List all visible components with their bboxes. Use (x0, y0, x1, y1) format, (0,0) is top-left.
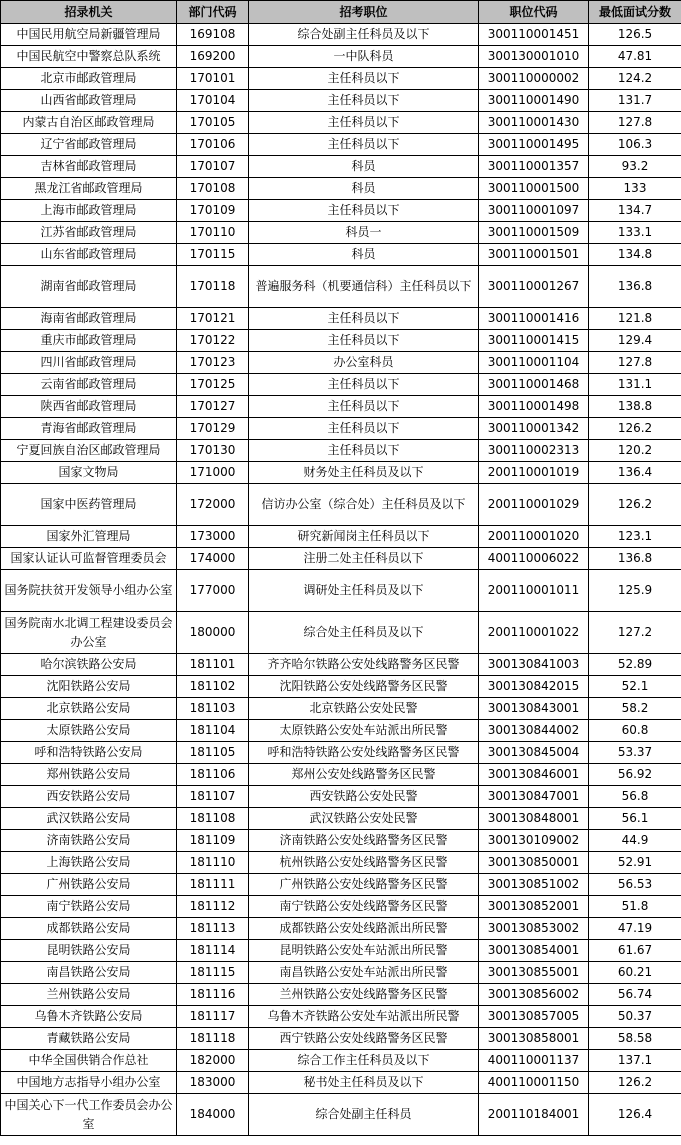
cell-dept-code: 180000 (177, 612, 249, 654)
cell-agency: 兰州铁路公安局 (1, 984, 177, 1006)
cell-min-score: 56.8 (589, 786, 681, 808)
cell-dept-code: 181112 (177, 896, 249, 918)
table-row (1, 1094, 681, 1136)
table-row (1, 830, 681, 852)
cell-position-code: 300130844002 (479, 720, 589, 742)
cell-agency: 辽宁省邮政管理局 (1, 134, 177, 156)
cell-position: 综合处副主任科员及以下 (249, 24, 479, 46)
cell-agency: 国务院扶贫开发领导小组办公室 (1, 570, 177, 612)
cell-dept-code: 183000 (177, 1072, 249, 1094)
cell-agency: 海南省邮政管理局 (1, 308, 177, 330)
cell-dept-code: 181110 (177, 852, 249, 874)
cell-agency: 四川省邮政管理局 (1, 352, 177, 374)
cell-position-code: 300130851002 (479, 874, 589, 896)
cell-position: 主任科员以下 (249, 90, 479, 112)
table-row (1, 352, 681, 374)
cell-position: 西安铁路公安处民警 (249, 786, 479, 808)
cell-position-code: 300110001342 (479, 418, 589, 440)
cell-position: 主任科员以下 (249, 330, 479, 352)
cell-position: 注册二处主任科员以下 (249, 548, 479, 570)
cell-position: 广州铁路公安处线路警务区民警 (249, 874, 479, 896)
cell-agency: 重庆市邮政管理局 (1, 330, 177, 352)
cell-min-score: 123.1 (589, 526, 681, 548)
cell-position: 武汉铁路公安处民警 (249, 808, 479, 830)
cell-min-score: 52.89 (589, 654, 681, 676)
cell-position-code: 300110001104 (479, 352, 589, 374)
cell-min-score: 125.9 (589, 570, 681, 612)
table-row (1, 526, 681, 548)
cell-position: 杭州铁路公安处线路警务区民警 (249, 852, 479, 874)
cell-agency: 黑龙江省邮政管理局 (1, 178, 177, 200)
cell-min-score: 136.4 (589, 462, 681, 484)
cell-dept-code: 170115 (177, 244, 249, 266)
table-row (1, 676, 681, 698)
cell-position-code: 300110001267 (479, 266, 589, 308)
cell-dept-code: 181103 (177, 698, 249, 720)
cell-dept-code: 170122 (177, 330, 249, 352)
cell-agency: 呼和浩特铁路公安局 (1, 742, 177, 764)
cell-dept-code: 181113 (177, 918, 249, 940)
table-row (1, 90, 681, 112)
cell-position-code: 400110001137 (479, 1050, 589, 1072)
cell-dept-code: 181111 (177, 874, 249, 896)
cell-min-score: 44.9 (589, 830, 681, 852)
cell-position-code: 200110001022 (479, 612, 589, 654)
cell-agency: 哈尔滨铁路公安局 (1, 654, 177, 676)
cell-dept-code: 181106 (177, 764, 249, 786)
cell-agency: 江苏省邮政管理局 (1, 222, 177, 244)
cell-position: 科员 (249, 178, 479, 200)
cell-position-code: 300110001430 (479, 112, 589, 134)
table-row (1, 484, 681, 526)
cell-agency: 中国民航空中警察总队系统 (1, 46, 177, 68)
cell-agency: 济南铁路公安局 (1, 830, 177, 852)
cell-dept-code: 177000 (177, 570, 249, 612)
cell-min-score: 53.37 (589, 742, 681, 764)
cell-min-score: 56.92 (589, 764, 681, 786)
table-row (1, 1050, 681, 1072)
cell-position-code: 200110001011 (479, 570, 589, 612)
table-row (1, 698, 681, 720)
cell-agency: 中国关心下一代工作委员会办公室 (1, 1094, 177, 1136)
cell-position: 郑州公安处线路警务区民警 (249, 764, 479, 786)
cell-dept-code: 181101 (177, 654, 249, 676)
cell-min-score: 133.1 (589, 222, 681, 244)
cell-position: 成都铁路公安处线路派出所民警 (249, 918, 479, 940)
table-row (1, 112, 681, 134)
table-row (1, 984, 681, 1006)
table-row (1, 654, 681, 676)
cell-position-code: 300130858001 (479, 1028, 589, 1050)
table-row (1, 764, 681, 786)
cell-position-code: 300130001010 (479, 46, 589, 68)
cell-min-score: 47.81 (589, 46, 681, 68)
cell-min-score: 126.2 (589, 484, 681, 526)
cell-dept-code: 181105 (177, 742, 249, 764)
table-row (1, 24, 681, 46)
cell-min-score: 127.8 (589, 112, 681, 134)
cell-agency: 北京市邮政管理局 (1, 68, 177, 90)
cell-position-code: 300130850001 (479, 852, 589, 874)
cell-agency: 沈阳铁路公安局 (1, 676, 177, 698)
cell-min-score: 129.4 (589, 330, 681, 352)
cell-min-score: 121.8 (589, 308, 681, 330)
cell-min-score: 127.8 (589, 352, 681, 374)
cell-agency: 国家外汇管理局 (1, 526, 177, 548)
cell-position: 调研处主任科员及以下 (249, 570, 479, 612)
cell-position: 主任科员以下 (249, 440, 479, 462)
cell-agency: 郑州铁路公安局 (1, 764, 177, 786)
table-header-row (1, 1, 681, 24)
cell-position: 主任科员以下 (249, 134, 479, 156)
cell-position-code: 300110001097 (479, 200, 589, 222)
cell-dept-code: 173000 (177, 526, 249, 548)
cell-dept-code: 170123 (177, 352, 249, 374)
cell-position: 南昌铁路公安处车站派出所民警 (249, 962, 479, 984)
cell-agency: 上海铁路公安局 (1, 852, 177, 874)
cell-min-score: 138.8 (589, 396, 681, 418)
cell-position-code: 300130848001 (479, 808, 589, 830)
table-row (1, 874, 681, 896)
cell-min-score: 134.8 (589, 244, 681, 266)
cell-dept-code: 171000 (177, 462, 249, 484)
cell-position: 南宁铁路公安处线路警务区民警 (249, 896, 479, 918)
cell-position-code: 300130856002 (479, 984, 589, 1006)
cell-agency: 国家中医药管理局 (1, 484, 177, 526)
cell-position: 主任科员以下 (249, 112, 479, 134)
table-row (1, 156, 681, 178)
table-row (1, 1072, 681, 1094)
cell-position-code: 300110001468 (479, 374, 589, 396)
cell-position-code: 300130857005 (479, 1006, 589, 1028)
cell-dept-code: 172000 (177, 484, 249, 526)
cell-dept-code: 174000 (177, 548, 249, 570)
cell-agency: 吉林省邮政管理局 (1, 156, 177, 178)
cell-min-score: 131.1 (589, 374, 681, 396)
cell-position: 北京铁路公安处民警 (249, 698, 479, 720)
cell-dept-code: 170106 (177, 134, 249, 156)
cell-position: 科员 (249, 156, 479, 178)
table-row (1, 134, 681, 156)
cell-position: 普遍服务科（机要通信科）主任科员以下 (249, 266, 479, 308)
cell-agency: 中国地方志指导小组办公室 (1, 1072, 177, 1094)
cell-position: 乌鲁木齐铁路公安处车站派出所民警 (249, 1006, 479, 1028)
cell-min-score: 93.2 (589, 156, 681, 178)
cell-position: 兰州铁路公安处线路警务区民警 (249, 984, 479, 1006)
cell-dept-code: 170129 (177, 418, 249, 440)
header-dept-code: 部门代码 (177, 1, 249, 24)
cell-position: 秘书处主任科员及以下 (249, 1072, 479, 1094)
cell-dept-code: 184000 (177, 1094, 249, 1136)
cell-agency: 湖南省邮政管理局 (1, 266, 177, 308)
cell-position-code: 400110001150 (479, 1072, 589, 1094)
cell-dept-code: 181118 (177, 1028, 249, 1050)
table-row (1, 852, 681, 874)
cell-position-code: 200110001019 (479, 462, 589, 484)
cell-min-score: 60.8 (589, 720, 681, 742)
cell-min-score: 106.3 (589, 134, 681, 156)
table-row (1, 808, 681, 830)
cell-position: 综合处副主任科员 (249, 1094, 479, 1136)
cell-position: 办公室科员 (249, 352, 479, 374)
cell-dept-code: 181115 (177, 962, 249, 984)
cell-position: 太原铁路公安处车站派出所民警 (249, 720, 479, 742)
cell-dept-code: 181107 (177, 786, 249, 808)
cell-position-code: 300130852001 (479, 896, 589, 918)
cell-agency: 中华全国供销合作总社 (1, 1050, 177, 1072)
cell-position-code: 300130854001 (479, 940, 589, 962)
cell-position: 科员一 (249, 222, 479, 244)
cell-position: 信访办公室（综合处）主任科员及以下 (249, 484, 479, 526)
cell-min-score: 126.2 (589, 418, 681, 440)
cell-agency: 山东省邮政管理局 (1, 244, 177, 266)
cell-dept-code: 181108 (177, 808, 249, 830)
table-row (1, 440, 681, 462)
cell-position: 齐齐哈尔铁路公安处线路警务区民警 (249, 654, 479, 676)
cell-dept-code: 170108 (177, 178, 249, 200)
cell-position: 研究新闻岗主任科员以下 (249, 526, 479, 548)
header-position-code: 职位代码 (479, 1, 589, 24)
cell-position-code: 300110001451 (479, 24, 589, 46)
table-row (1, 570, 681, 612)
cell-agency: 广州铁路公安局 (1, 874, 177, 896)
table-row (1, 374, 681, 396)
cell-min-score: 60.21 (589, 962, 681, 984)
cell-position: 综合工作主任科员及以下 (249, 1050, 479, 1072)
cell-min-score: 56.53 (589, 874, 681, 896)
cell-min-score: 136.8 (589, 266, 681, 308)
cell-position-code: 300110001501 (479, 244, 589, 266)
cell-dept-code: 181117 (177, 1006, 249, 1028)
table-row (1, 244, 681, 266)
cell-min-score: 134.7 (589, 200, 681, 222)
cell-min-score: 126.2 (589, 1072, 681, 1094)
cell-agency: 成都铁路公安局 (1, 918, 177, 940)
cell-agency: 上海市邮政管理局 (1, 200, 177, 222)
cell-agency: 陕西省邮政管理局 (1, 396, 177, 418)
table-row (1, 462, 681, 484)
cell-min-score: 133 (589, 178, 681, 200)
cell-dept-code: 170121 (177, 308, 249, 330)
cell-min-score: 124.2 (589, 68, 681, 90)
cell-position: 综合处主任科员及以下 (249, 612, 479, 654)
cell-position-code: 300130845004 (479, 742, 589, 764)
cell-dept-code: 170125 (177, 374, 249, 396)
cell-position: 科员 (249, 244, 479, 266)
cell-position: 主任科员以下 (249, 418, 479, 440)
header-min-score: 最低面试分数 (589, 1, 681, 24)
table-row (1, 266, 681, 308)
cell-min-score: 61.67 (589, 940, 681, 962)
cell-position-code: 300110001357 (479, 156, 589, 178)
cell-position: 一中队科员 (249, 46, 479, 68)
table-row (1, 612, 681, 654)
cell-min-score: 47.19 (589, 918, 681, 940)
header-agency: 招录机关 (1, 1, 177, 24)
cell-position-code: 300110002313 (479, 440, 589, 462)
cell-position-code: 300110001509 (479, 222, 589, 244)
table-row (1, 200, 681, 222)
cell-position: 呼和浩特铁路公安处线路警务区民警 (249, 742, 479, 764)
cell-position-code: 300110001416 (479, 308, 589, 330)
cell-dept-code: 170105 (177, 112, 249, 134)
cell-dept-code: 170127 (177, 396, 249, 418)
cell-position: 济南铁路公安处线路警务区民警 (249, 830, 479, 852)
cell-position-code: 300130841003 (479, 654, 589, 676)
cell-position-code: 200110001020 (479, 526, 589, 548)
cell-min-score: 120.2 (589, 440, 681, 462)
cell-position-code: 200110001029 (479, 484, 589, 526)
cell-agency: 云南省邮政管理局 (1, 374, 177, 396)
cell-position-code: 300130842015 (479, 676, 589, 698)
cell-dept-code: 182000 (177, 1050, 249, 1072)
cell-min-score: 137.1 (589, 1050, 681, 1072)
cell-dept-code: 170101 (177, 68, 249, 90)
cell-dept-code: 181102 (177, 676, 249, 698)
cell-dept-code: 170107 (177, 156, 249, 178)
cell-position-code: 300110001498 (479, 396, 589, 418)
cell-agency: 青海省邮政管理局 (1, 418, 177, 440)
cell-min-score: 50.37 (589, 1006, 681, 1028)
cell-min-score: 56.1 (589, 808, 681, 830)
cell-position: 昆明铁路公安处车站派出所民警 (249, 940, 479, 962)
cell-min-score: 126.4 (589, 1094, 681, 1136)
cell-dept-code: 181109 (177, 830, 249, 852)
table-row (1, 1028, 681, 1050)
header-position: 招考职位 (249, 1, 479, 24)
cell-agency: 青藏铁路公安局 (1, 1028, 177, 1050)
cell-position-code: 200110184001 (479, 1094, 589, 1136)
cell-dept-code: 170104 (177, 90, 249, 112)
cell-min-score: 127.2 (589, 612, 681, 654)
cell-agency: 内蒙古自治区邮政管理局 (1, 112, 177, 134)
table-row (1, 68, 681, 90)
cell-agency: 南昌铁路公安局 (1, 962, 177, 984)
cell-position: 财务处主任科员及以下 (249, 462, 479, 484)
cell-min-score: 52.1 (589, 676, 681, 698)
cell-position-code: 300130847001 (479, 786, 589, 808)
cell-dept-code: 181116 (177, 984, 249, 1006)
table-row (1, 222, 681, 244)
cell-min-score: 126.5 (589, 24, 681, 46)
table-row (1, 940, 681, 962)
cell-agency: 西安铁路公安局 (1, 786, 177, 808)
cell-agency: 山西省邮政管理局 (1, 90, 177, 112)
cell-dept-code: 181114 (177, 940, 249, 962)
cell-dept-code: 169108 (177, 24, 249, 46)
cell-position-code: 300110001490 (479, 90, 589, 112)
cell-min-score: 52.91 (589, 852, 681, 874)
cell-position-code: 300130846001 (479, 764, 589, 786)
table-row (1, 1006, 681, 1028)
cell-position: 主任科员以下 (249, 68, 479, 90)
cell-position-code: 300130853002 (479, 918, 589, 940)
cell-min-score: 136.8 (589, 548, 681, 570)
cell-agency: 中国民用航空局新疆管理局 (1, 24, 177, 46)
cell-dept-code: 169200 (177, 46, 249, 68)
table-row (1, 330, 681, 352)
cell-dept-code: 170118 (177, 266, 249, 308)
cell-dept-code: 170110 (177, 222, 249, 244)
cell-agency: 宁夏回族自治区邮政管理局 (1, 440, 177, 462)
table-row (1, 548, 681, 570)
table-row (1, 918, 681, 940)
table-row (1, 308, 681, 330)
table-row (1, 962, 681, 984)
cell-agency: 北京铁路公安局 (1, 698, 177, 720)
cell-min-score: 58.58 (589, 1028, 681, 1050)
cell-agency: 乌鲁木齐铁路公安局 (1, 1006, 177, 1028)
cell-min-score: 131.7 (589, 90, 681, 112)
cell-position-code: 300130843001 (479, 698, 589, 720)
table-row (1, 896, 681, 918)
cell-min-score: 51.8 (589, 896, 681, 918)
cell-agency: 南宁铁路公安局 (1, 896, 177, 918)
cell-position: 沈阳铁路公安处线路警务区民警 (249, 676, 479, 698)
cell-agency: 国家文物局 (1, 462, 177, 484)
cell-agency: 武汉铁路公安局 (1, 808, 177, 830)
table-row (1, 418, 681, 440)
cell-position: 主任科员以下 (249, 200, 479, 222)
cell-position: 主任科员以下 (249, 308, 479, 330)
cell-min-score: 56.74 (589, 984, 681, 1006)
cell-position-code: 300110000002 (479, 68, 589, 90)
cell-position-code: 400110006022 (479, 548, 589, 570)
cell-position-code: 300110001495 (479, 134, 589, 156)
table-row (1, 720, 681, 742)
cell-position-code: 300130855001 (479, 962, 589, 984)
cell-agency: 昆明铁路公安局 (1, 940, 177, 962)
table-row (1, 786, 681, 808)
cell-agency: 太原铁路公安局 (1, 720, 177, 742)
cell-agency: 国家认证认可监督管理委员会 (1, 548, 177, 570)
table-body (1, 24, 681, 1136)
cell-position-code: 300130109002 (479, 830, 589, 852)
cell-position-code: 300110001415 (479, 330, 589, 352)
cell-dept-code: 181104 (177, 720, 249, 742)
cell-position-code: 300110001500 (479, 178, 589, 200)
cell-agency: 国务院南水北调工程建设委员会办公室 (1, 612, 177, 654)
table-row (1, 742, 681, 764)
cell-position: 主任科员以下 (249, 396, 479, 418)
cell-dept-code: 170109 (177, 200, 249, 222)
cell-dept-code: 170130 (177, 440, 249, 462)
table-row (1, 178, 681, 200)
cell-min-score: 58.2 (589, 698, 681, 720)
table-row (1, 46, 681, 68)
table-row (1, 396, 681, 418)
cell-position: 主任科员以下 (249, 374, 479, 396)
cell-position: 西宁铁路公安处线路警务区民警 (249, 1028, 479, 1050)
